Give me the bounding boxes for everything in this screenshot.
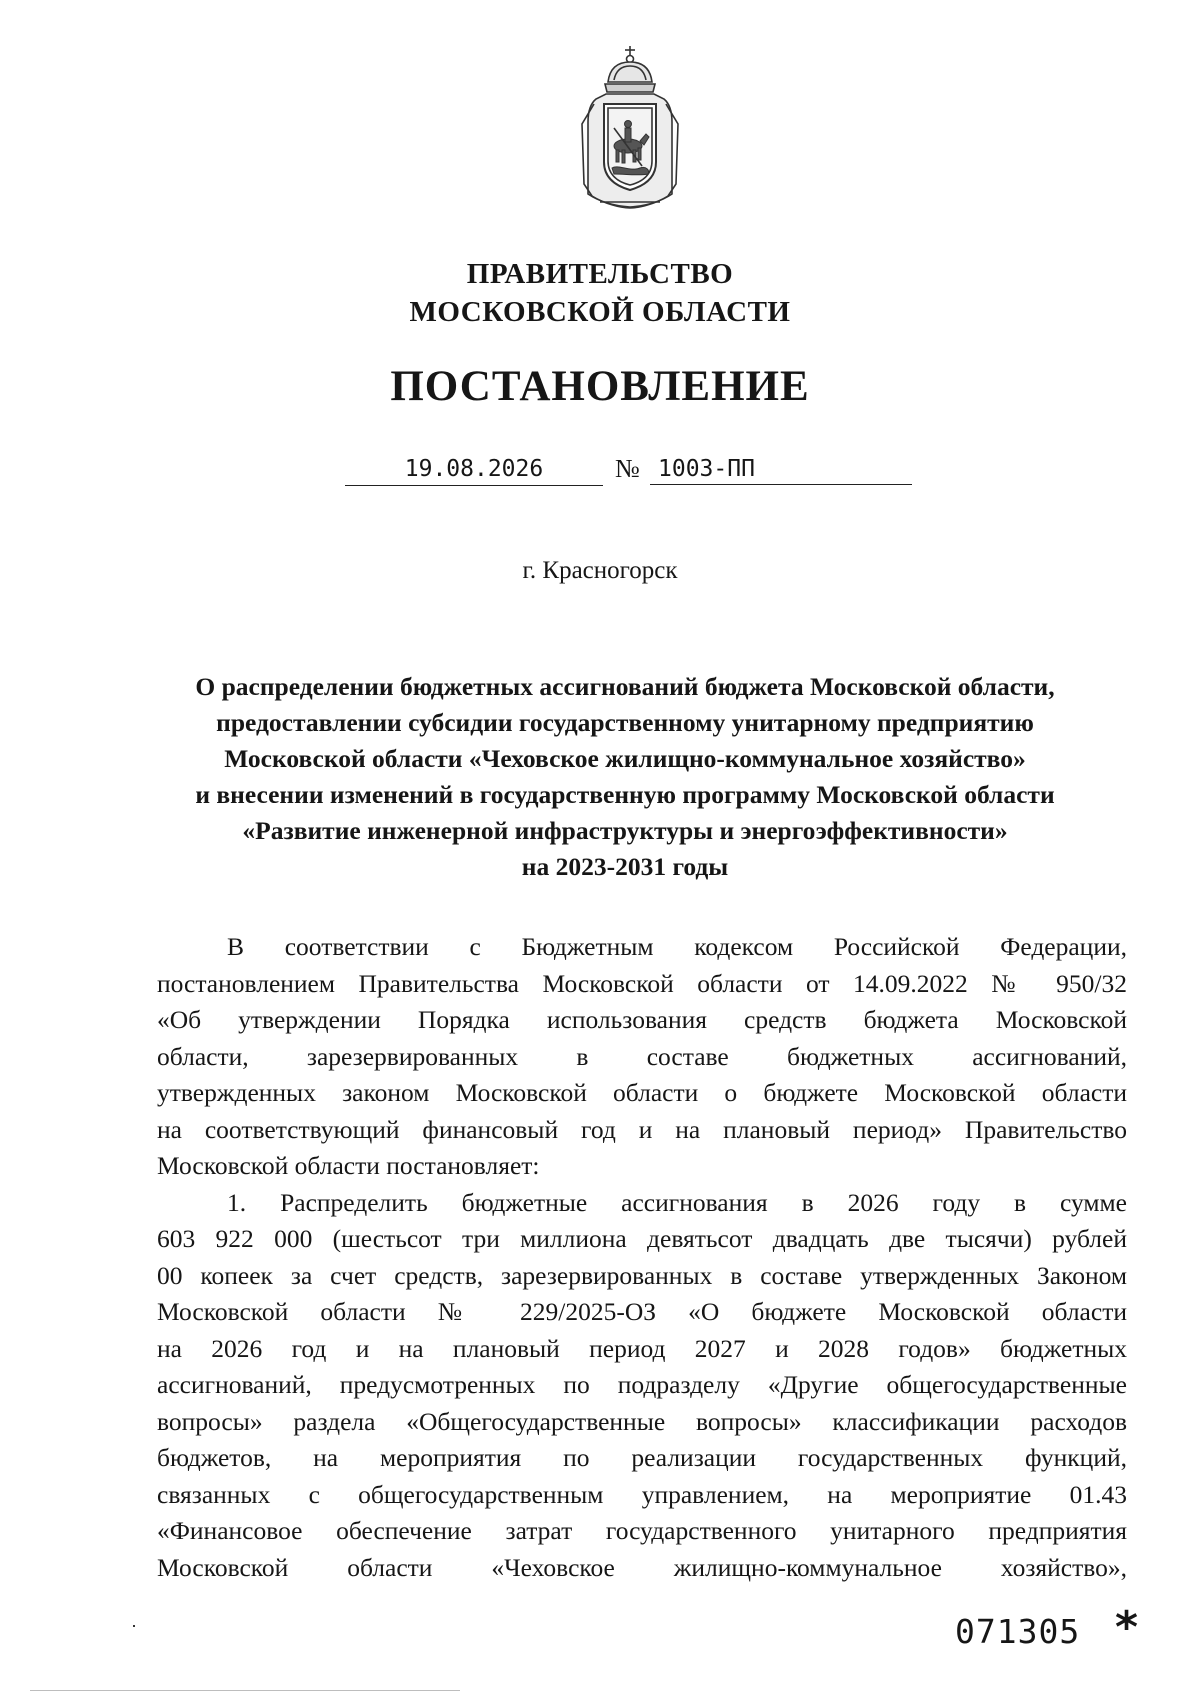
subject-line: «Развитие инженерной инфраструктуры и энергоэффективности»	[242, 816, 1008, 845]
body-line: на соответствующий финансовый год и на плановый период» Правительство	[157, 1114, 1127, 1144]
city-name: г. Красногорск	[522, 557, 678, 584]
form-serial-number: 071305	[955, 1612, 1081, 1651]
document-subject	[140, 669, 1110, 885]
subject-line: Московской области «Чеховское жилищно-коммунальное хозяйство»	[224, 744, 1026, 773]
body-line: связанных с общегосударственным управлением, на мероприятие 01.43	[157, 1479, 1127, 1509]
document-type-title: ПОСТАНОВЛЕНИЕ	[390, 363, 810, 410]
body-line: 00 копеек за счет средств, зарезервированных в составе утвержденных Законом	[157, 1260, 1127, 1290]
body-line: ассигнований, предусмотренных по подразделу «Другие общегосударственные	[157, 1370, 1127, 1399]
document-date: 19.08.2026	[345, 453, 603, 486]
government-name-line2: МОСКОВСКОЙ ОБЛАСТИ	[409, 296, 791, 328]
scan-artifact-line	[30, 1690, 460, 1691]
body-line: 1. Распределить бюджетные ассигнования в 2026 году в сумме	[227, 1187, 1127, 1217]
coat-of-arms-icon	[570, 44, 690, 214]
body-line: области, зарезервированных в составе бюджетных ассигнований,	[157, 1041, 1127, 1071]
document-body	[157, 929, 1127, 1586]
subject-line: на 2023-2031 годы	[521, 852, 729, 881]
scan-speck	[133, 1625, 135, 1627]
body-line: бюджетов, на мероприятия по реализации государственных функций,	[157, 1443, 1127, 1472]
subject-line: О распределении бюджетных ассигнований бюджета Московской области,	[195, 672, 1055, 701]
body-line: утвержденных законом Московской области о бюджете Московской области	[157, 1078, 1127, 1107]
body-line: на 2026 год и на плановый период 2027 и 2028 годов» бюджетных	[157, 1333, 1127, 1363]
number-sign: №	[615, 454, 640, 483]
body-line: «Об утверждении Порядка использования средств бюджета Московской	[157, 1005, 1127, 1034]
asterisk-mark: *	[1115, 1602, 1139, 1653]
body-line: 603 922 000 (шестьсот три миллиона девятьсот двадцать две тысячи) рублей	[157, 1224, 1127, 1253]
body-line: Московской области № 229/2025-ОЗ «О бюджете Московской области	[157, 1297, 1127, 1326]
body-line: вопросы» раздела «Общегосударственные вопросы» классификации расходов	[157, 1406, 1127, 1436]
body-line: постановлением Правительства Московской области от 14.09.2022 № 950/32	[157, 968, 1127, 998]
body-line: В соответствии с Бюджетным кодексом Российской Федерации,	[227, 932, 1127, 961]
document-number: 1003-ПП	[650, 453, 912, 485]
government-name-line1: ПРАВИТЕЛЬСТВО	[466, 258, 734, 290]
body-line: Московской области постановляет:	[157, 1151, 540, 1180]
body-line: «Финансовое обеспечение затрат государственного унитарного предприятия	[157, 1516, 1127, 1545]
subject-line: и внесении изменений в государственную программу Московской области	[195, 780, 1055, 809]
body-line: Московской области «Чеховское жилищно-коммунальное хозяйство»,	[157, 1552, 1127, 1582]
subject-line: предоставлении субсидии государственному унитарному предприятию	[216, 708, 1034, 737]
